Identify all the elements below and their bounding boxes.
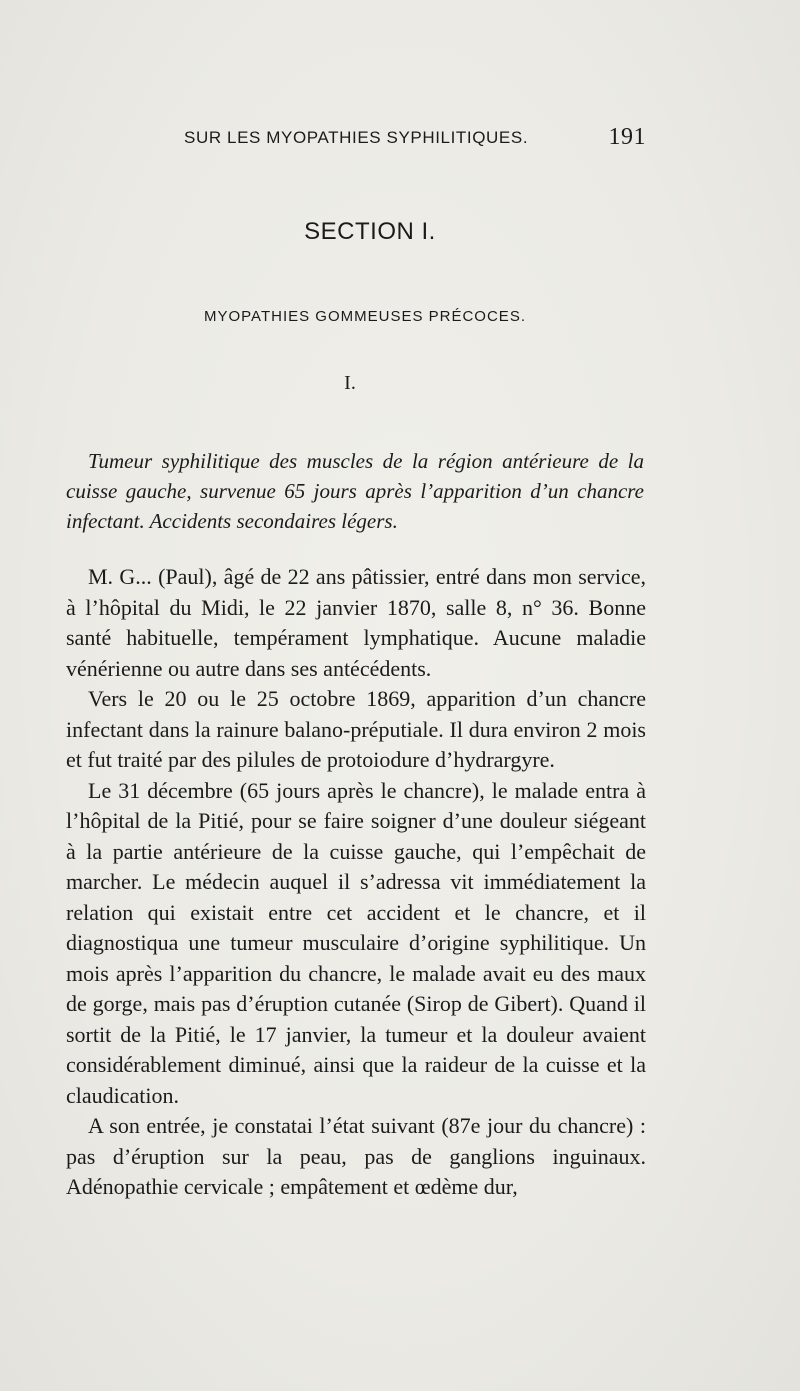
body-text: [66, 562, 646, 1203]
running-header: [160, 124, 650, 154]
paragraph: Le 31 décembre (65 jours après le chancre), le malade entra à l’hôpital de la Pitié, pour se faire soigner d’une douleur siégeant à la partie antérieure de la cuisse gauche, qui l’empêchait de marcher. Le médecin auquel il s’adressa vit immédiatement la relation qui existait entre cet accident et le chancre, et il diagnostiqua une tumeur musculaire d’origine syphilitique. Un mois après l’apparition du chancre, le malade avait eu des maux de gorge, mais pas d’éruption cutanée (Sirop de Gibert). Quand il sortit de la Pitié, le 17 janvier, la tumeur et la douleur avaient considérablement diminué, ainsi que la raideur de la cuisse et la claudication.: [66, 777, 646, 1108]
paragraph: A son entrée, je constatai l’état suivant (87e jour du chancre) : pas d’éruption sur la peau, pas de ganglions inguinaux. Adénopathie cervicale ; empâtement et œdème dur,: [66, 1113, 646, 1199]
page-number: 191: [608, 124, 646, 150]
paragraph: Vers le 20 ou le 25 octobre 1869, apparition d’un chancre infectant dans la rainure balano-préputiale. Il dura environ 2 mois et fut traité par des pilules de protoiodure d’hydrargyre.: [66, 686, 646, 772]
running-title: SUR LES MYOPATHIES SYPHILITIQUES.: [184, 128, 529, 147]
case-title: Tumeur syphilitique des muscles de la région antérieure de la cuisse gauche, survenue 65 jours après l’apparition d’un chancre infectant. Accidents secondaires légers.: [66, 449, 644, 533]
case-number: I.: [344, 372, 356, 394]
paragraph: M. G... (Paul), âgé de 22 ans pâtissier, entré dans mon service, à l’hôpital du Midi, le 22 janvier 1870, salle 8, n° 36. Bonne santé habituelle, tempérament lymphatique. Aucune maladie vénérienne ou autre dans ses antécédents.: [66, 564, 646, 681]
section-title: SECTION I.: [304, 218, 436, 245]
subsection-title: MYOPATHIES GOMMEUSES PRÉCOCES.: [204, 308, 526, 325]
